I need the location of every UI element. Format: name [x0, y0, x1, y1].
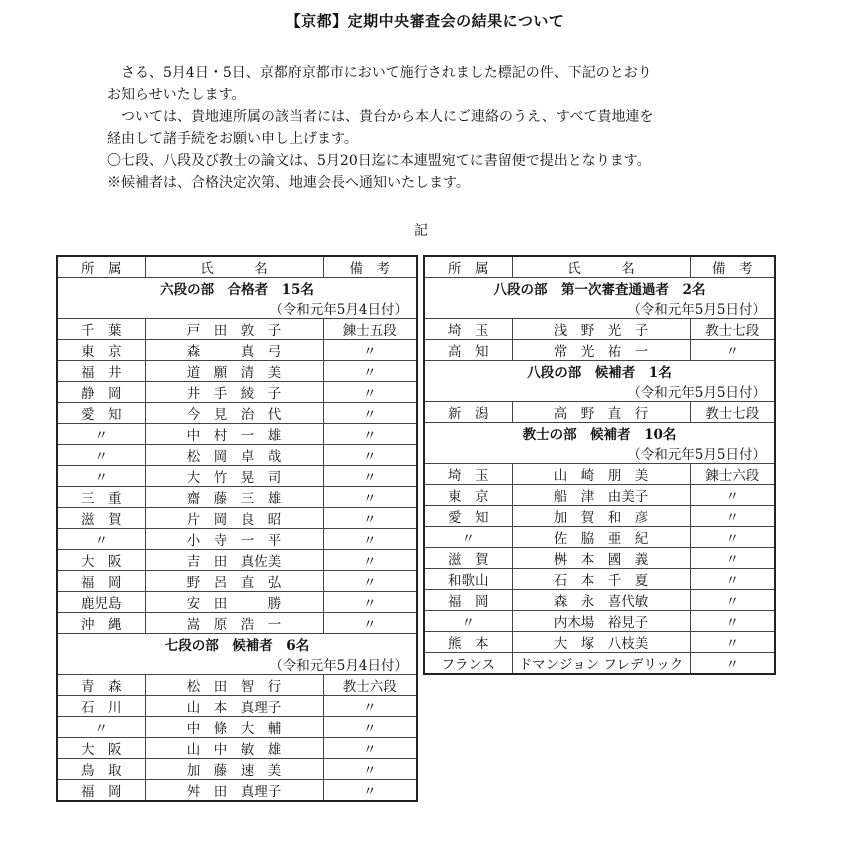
cell-affiliation: 高 知: [424, 340, 512, 361]
table-row: [57, 319, 417, 340]
section-title: 六段の部 合格者 15名: [57, 278, 417, 299]
table-row: [424, 569, 775, 590]
paragraph-notice: [107, 172, 470, 194]
cell-name: 松 田 智 行: [145, 675, 323, 696]
cell-affiliation: 愛 知: [57, 403, 145, 424]
cell-name: 野 呂 直 弘: [145, 571, 323, 592]
table-row: [424, 340, 775, 361]
cell-name: 中 村 一 雄: [145, 424, 323, 445]
section-date: （令和元年5月5日付）: [424, 443, 775, 464]
section-date: （令和元年5月5日付）: [424, 298, 775, 319]
cell-name: 戸 田 敦 子: [145, 319, 323, 340]
paragraph-intro: [107, 62, 652, 106]
cell-note: 〃: [690, 548, 775, 569]
section-title: 八段の部 候補者 1名: [424, 361, 775, 382]
section-date-row: [424, 443, 775, 464]
table-row: [424, 527, 775, 548]
cell-note: 〃: [690, 653, 775, 675]
header-note: 備 考: [323, 256, 417, 278]
results-table-left: [56, 255, 418, 802]
cell-note: 〃: [323, 780, 417, 802]
cell-affiliation: 沖 縄: [57, 613, 145, 634]
table-row: [424, 548, 775, 569]
section-title-row: [57, 278, 417, 299]
table-row: [57, 675, 417, 696]
section-date-row: [57, 298, 417, 319]
cell-note: 〃: [323, 592, 417, 613]
cell-affiliation: 大 阪: [57, 738, 145, 759]
cell-name: 山 中 敏 雄: [145, 738, 323, 759]
cell-affiliation: 東 京: [57, 340, 145, 361]
cell-note: 〃: [690, 632, 775, 653]
cell-affiliation: 〃: [57, 466, 145, 487]
cell-note: 〃: [323, 487, 417, 508]
cell-name: 松 岡 卓 哉: [145, 445, 323, 466]
table-header-row: [57, 256, 417, 278]
paragraph-thesis: [107, 150, 651, 172]
cell-name: 船 津 由美子: [512, 485, 690, 506]
section-date-row: [424, 298, 775, 319]
paragraph-line: ※候補者は、合格決定次第、地連会長へ通知いたします。: [107, 175, 470, 191]
table-row: [57, 508, 417, 529]
cell-affiliation: 埼 玉: [424, 319, 512, 340]
cell-affiliation: 〃: [424, 611, 512, 632]
cell-affiliation: 青 森: [57, 675, 145, 696]
header-note: 備 考: [690, 256, 775, 278]
cell-note: 〃: [323, 717, 417, 738]
table-row: [57, 717, 417, 738]
cell-affiliation: 千 葉: [57, 319, 145, 340]
table-row: [424, 506, 775, 527]
paragraph-line: 経由して諸手続をお願い申し上げます。: [107, 131, 358, 147]
paragraph-line: ついては、貴地連所属の該当者には、貴台から本人にご連絡のうえ、すべて貴地連を: [107, 109, 654, 125]
cell-name: 舛 田 真理子: [145, 780, 323, 802]
paragraph-line: 〇七段、八段及び教士の論文は、5月20日迄に本連盟宛てに書留便で提出となります。: [107, 153, 651, 169]
cell-note: 〃: [323, 445, 417, 466]
cell-note: 〃: [323, 613, 417, 634]
table-row: [57, 445, 417, 466]
header-name: 氏 名: [145, 256, 323, 278]
cell-note: 〃: [323, 424, 417, 445]
table-row: [57, 592, 417, 613]
section-date-row: [57, 654, 417, 675]
table-row: [57, 759, 417, 780]
section-title-row: [424, 361, 775, 382]
table-row: [57, 613, 417, 634]
cell-affiliation: 鹿児島: [57, 592, 145, 613]
cell-name: 高 野 直 行: [512, 402, 690, 423]
cell-name: 山 崎 朋 美: [512, 464, 690, 485]
table-row: [57, 780, 417, 802]
cell-affiliation: 大 阪: [57, 550, 145, 571]
cell-note: 〃: [323, 340, 417, 361]
cell-affiliation: 愛 知: [424, 506, 512, 527]
cell-affiliation: 〃: [424, 527, 512, 548]
cell-affiliation: 〃: [57, 424, 145, 445]
cell-note: 教士七段: [690, 319, 775, 340]
cell-note: 〃: [690, 485, 775, 506]
cell-name: 片 岡 良 昭: [145, 508, 323, 529]
cell-name: 道 願 清 美: [145, 361, 323, 382]
cell-affiliation: 福 岡: [424, 590, 512, 611]
cell-name: 山 本 真理子: [145, 696, 323, 717]
cell-note: 〃: [323, 382, 417, 403]
cell-note: 〃: [323, 738, 417, 759]
cell-name: 井 手 綾 子: [145, 382, 323, 403]
cell-note: 〃: [690, 527, 775, 548]
section-date-row: [424, 381, 775, 402]
cell-affiliation: 石 川: [57, 696, 145, 717]
cell-note: 〃: [323, 529, 417, 550]
table-row: [57, 403, 417, 424]
cell-name: 森 永 喜代敏: [512, 590, 690, 611]
cell-name: 吉 田 真佐美: [145, 550, 323, 571]
section-title: 教士の部 候補者 10名: [424, 423, 775, 444]
cell-note: 〃: [690, 569, 775, 590]
table-row: [57, 696, 417, 717]
section-date: （令和元年5月4日付）: [57, 654, 417, 675]
cell-affiliation: 三 重: [57, 487, 145, 508]
cell-name: 今 見 治 代: [145, 403, 323, 424]
table-row: [424, 319, 775, 340]
cell-name: 石 本 千 夏: [512, 569, 690, 590]
cell-note: 〃: [690, 611, 775, 632]
cell-affiliation: フランス: [424, 653, 512, 675]
cell-affiliation: 鳥 取: [57, 759, 145, 780]
cell-name: ドマンジョン フレデリック: [512, 653, 690, 675]
table-row: [57, 340, 417, 361]
table-header-row: [424, 256, 775, 278]
cell-affiliation: 東 京: [424, 485, 512, 506]
cell-affiliation: 〃: [57, 717, 145, 738]
header-name: 氏 名: [512, 256, 690, 278]
ki-heading: 記: [414, 223, 428, 239]
table-row: [57, 529, 417, 550]
table-row: [57, 738, 417, 759]
table-row: [424, 653, 775, 675]
cell-affiliation: 滋 賀: [57, 508, 145, 529]
cell-note: 〃: [323, 403, 417, 424]
cell-name: 齋 藤 三 雄: [145, 487, 323, 508]
cell-name: 小 寺 一 平: [145, 529, 323, 550]
cell-affiliation: 熊 本: [424, 632, 512, 653]
cell-affiliation: 静 岡: [57, 382, 145, 403]
cell-affiliation: 福 岡: [57, 571, 145, 592]
cell-affiliation: 滋 賀: [424, 548, 512, 569]
cell-name: 常 光 祐 一: [512, 340, 690, 361]
cell-note: 〃: [690, 506, 775, 527]
table-row: [424, 590, 775, 611]
table-row: [57, 550, 417, 571]
cell-name: 嵩 原 浩 一: [145, 613, 323, 634]
cell-note: 教士七段: [690, 402, 775, 423]
section-title: 七段の部 候補者 6名: [57, 634, 417, 655]
table-row: [424, 402, 775, 423]
cell-name: 加 賀 和 彦: [512, 506, 690, 527]
cell-note: 教士六段: [323, 675, 417, 696]
cell-note: 〃: [323, 361, 417, 382]
results-table-right: [423, 255, 776, 675]
paragraph-line: さる、5月4日・5日、京都府京都市において施行されました標記の件、下記のとおり: [107, 65, 652, 81]
cell-affiliation: 〃: [57, 445, 145, 466]
cell-affiliation: 新 潟: [424, 402, 512, 423]
cell-name: 森 真 弓: [145, 340, 323, 361]
table-row: [424, 611, 775, 632]
table-row: [57, 487, 417, 508]
section-title-row: [424, 423, 775, 444]
document-title: 【京都】定期中央審査会の結果について: [285, 12, 565, 30]
cell-note: 〃: [323, 696, 417, 717]
cell-name: 浅 野 光 子: [512, 319, 690, 340]
header-affiliation: 所 属: [424, 256, 512, 278]
paragraph-line: お知らせいたします。: [107, 87, 246, 103]
cell-name: 佐 脇 亜 紀: [512, 527, 690, 548]
table-row: [57, 571, 417, 592]
table-row: [57, 466, 417, 487]
section-title-row: [57, 634, 417, 655]
paragraph-procedure: [107, 106, 654, 150]
cell-name: 加 藤 速 美: [145, 759, 323, 780]
cell-name: 大 竹 晃 司: [145, 466, 323, 487]
table-row: [424, 632, 775, 653]
cell-name: 桝 本 國 義: [512, 548, 690, 569]
table-row: [57, 361, 417, 382]
cell-note: 〃: [323, 508, 417, 529]
table-row: [424, 464, 775, 485]
cell-note: 〃: [323, 466, 417, 487]
cell-name: 大 塚 八枝美: [512, 632, 690, 653]
cell-name: 安 田 勝: [145, 592, 323, 613]
table-row: [57, 424, 417, 445]
cell-affiliation: 〃: [57, 529, 145, 550]
cell-name: 内木場 裕見子: [512, 611, 690, 632]
cell-note: 錬士六段: [690, 464, 775, 485]
section-title: 八段の部 第一次審査通過者 2名: [424, 278, 775, 299]
cell-note: 〃: [323, 759, 417, 780]
table-row: [424, 485, 775, 506]
cell-note: 〃: [690, 340, 775, 361]
cell-note: 錬士五段: [323, 319, 417, 340]
cell-name: 中 條 大 輔: [145, 717, 323, 738]
cell-affiliation: 埼 玉: [424, 464, 512, 485]
section-date: （令和元年5月5日付）: [424, 381, 775, 402]
cell-affiliation: 和歌山: [424, 569, 512, 590]
section-title-row: [424, 278, 775, 299]
cell-note: 〃: [690, 590, 775, 611]
cell-note: 〃: [323, 550, 417, 571]
cell-note: 〃: [323, 571, 417, 592]
cell-affiliation: 福 岡: [57, 780, 145, 802]
table-row: [57, 382, 417, 403]
header-affiliation: 所 属: [57, 256, 145, 278]
section-date: （令和元年5月4日付）: [57, 298, 417, 319]
cell-affiliation: 福 井: [57, 361, 145, 382]
